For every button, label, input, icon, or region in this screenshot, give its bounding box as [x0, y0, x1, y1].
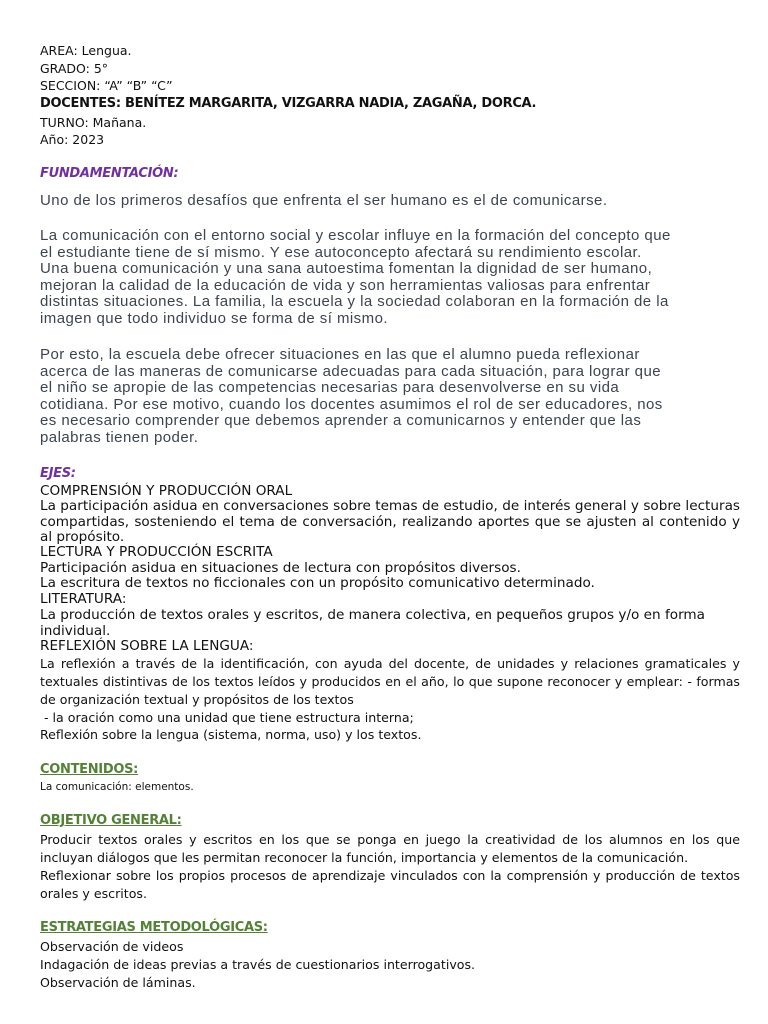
contenidos-title: CONTENIDOS:: [40, 762, 139, 777]
fundamentacion-paragraph-2: [40, 228, 740, 328]
paragraph-line: imagen que todo individuo se forma de sí mismo.: [40, 309, 388, 327]
ejes-title: EJES:: [40, 466, 76, 481]
fundamentacion-paragraph-1: Uno de los primeros desafíos que enfrenta el ser humano es el de comunicarse.: [40, 192, 608, 209]
oral-text: La participación asidua en conversaciones sobre temas de estudio, de interés general y sobre lecturas compartidas, sosteniendo el tema de conversación, realizando aportes que se ajusten al contenido y al propósito.: [40, 498, 740, 545]
lectura-line-1: Participación asidua en situaciones de lectura con propósitos diversos.: [40, 560, 521, 576]
reflexion-heading: REFLEXIÓN SOBRE LA LENGUA:: [40, 638, 254, 654]
seccion-line: SECCION: “A” “B” “C”: [40, 78, 173, 93]
paragraph-line: acerca de las maneras de comunicarse adecuadas para cada situación, para lograr que: [40, 362, 662, 380]
paragraph-line: La comunicación con el entorno social y escolar influye en la formación del concepto que: [40, 227, 671, 244]
objetivo-title: OBJETIVO GENERAL:: [40, 813, 182, 828]
estrategia-item: Observación de láminas.: [40, 975, 196, 990]
literatura-heading: LITERATURA:: [40, 591, 127, 607]
objetivo-paragraph-2: Reflexionar sobre los propios procesos de aprendizaje vinculados con la comprensión y producción de textos orales y escritos.: [40, 868, 740, 901]
estrategia-item: Observación de videos: [40, 939, 184, 954]
turno-line: TURNO: Mañana.: [40, 115, 147, 130]
area-line: AREA: Lengua.: [40, 43, 132, 58]
paragraph-line: el estudiante tiene de sí mismo. Y ese autoconcepto afectará su rendimiento escolar.: [40, 243, 642, 261]
paragraph-line: Una buena comunicación y una sana autoestima fomentan la dignidad de ser humano,: [40, 260, 653, 278]
paragraph-line: cotidiana. Por ese motivo, cuando los docentes asumimos el rol de ser educadores, nos: [40, 395, 663, 413]
literatura-text: La producción de textos orales y escritos, de manera colectiva, en pequeños grupos y/o en forma individual.: [40, 607, 705, 639]
grado-line: GRADO: 5°: [40, 61, 109, 76]
paragraph-line: distintas situaciones. La familia, la escuela y la sociedad colaboran en la formación de la: [40, 293, 669, 311]
fundamentacion-title: FUNDAMENTACIÓN:: [40, 166, 179, 181]
reflexion-line-3: Reflexión sobre la lengua (sistema, norma, uso) y los textos.: [40, 727, 422, 742]
paragraph-line: mejoran la calidad de la educación de vida y son herramientas valiosas para enfrentar: [40, 276, 651, 294]
paragraph-line: palabras tienen poder.: [40, 428, 199, 446]
lectura-heading: LECTURA Y PRODUCCIÓN ESCRITA: [40, 544, 273, 560]
lectura-line-2: La escritura de textos no ficcionales con un propósito comunicativo determinado.: [40, 575, 595, 591]
docentes-line: DOCENTES: BENÍTEZ MARGARITA, VIZGARRA NADIA, ZAGAÑA, DORCA.: [40, 96, 537, 111]
paragraph-line: el niño se apropie de las competencias necesarias para desenvolverse en su vida: [40, 379, 620, 397]
fundamentacion-paragraph-3: [40, 347, 740, 447]
paragraph-line: Por esto, la escuela debe ofrecer situaciones en las que el alumno pueda reflexionar: [40, 346, 640, 363]
estrategias-title: ESTRATEGIAS METODOLÓGICAS:: [40, 920, 268, 935]
oral-heading: COMPRENSIÓN Y PRODUCCIÓN ORAL: [40, 483, 293, 499]
paragraph-line: es necesario comprender que debemos aprender a comunicarnos y entender que las: [40, 412, 642, 430]
objetivo-paragraph-1: Producir textos orales y escritos en los que se ponga en juego la creatividad de los alumnos en los que incluyan diálogos que les permitan reconocer la función, importancia y elementos de la comunicación.: [40, 832, 740, 865]
anio-line: Año: 2023: [40, 132, 105, 147]
reflexion-line-2: - la oración como una unidad que tiene estructura interna;: [40, 710, 414, 725]
estrategia-item: Indagación de ideas previas a través de cuestionarios interrogativos.: [40, 957, 476, 972]
contenidos-text: La comunicación: elementos.: [40, 781, 194, 793]
reflexion-text: La reflexión a través de la identificación, con ayuda del docente, de unidades y relaciones gramaticales y textuales distintivas de los textos leídos y producidos en el año, lo que supone reconocer y emplear: - formas de organización textual y propósitos de los textos: [40, 656, 740, 707]
